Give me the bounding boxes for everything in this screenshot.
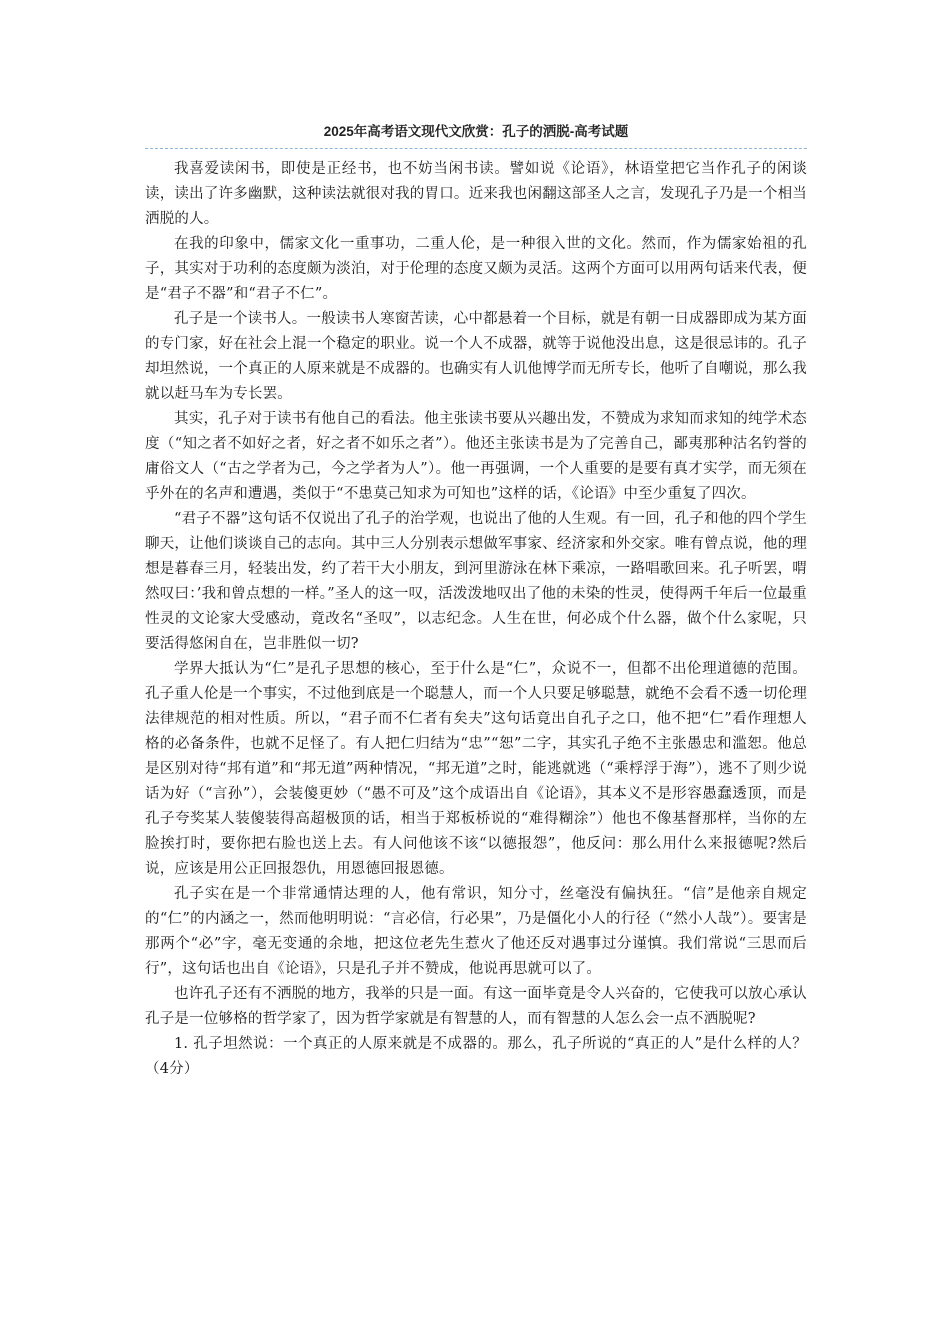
paragraph-8: 也许孔子还有不洒脱的地方，我举的只是一面。有这一面毕竟是令人兴奋的，它使我可以放心承认孔子是一位够格的哲学家了，因为哲学家就是有智慧的人，而有智慧的人怎么会一点不洒脱呢? xyxy=(145,986,807,1027)
document-title: 2025年高考语文现代文欣赏：孔子的洒脱-高考试题 xyxy=(323,124,629,139)
paragraph-5: “君子不器”这句话不仅说出了孔子的治学观，也说出了他的人生观。有一回，孔子和他的四个学生聊天，让他们谈谈自己的志向。其中三人分别表示想做军事家、经济家和外交家。唯有曾点说，他的理想是暮春三月，轻装出发，约了若干大小朋友，到河里游泳在林下乘凉，一路唱歌回来。孔子听罢，喟然叹曰：’我和曾点想的一样。”圣人的这一叹，活泼泼地叹出了他的未染的性灵，使得两千年后一位最重性灵的文论家大受感动，竟改名“圣叹”，以志纪念。人生在世，何必成个什么器，做个什么家呢，只要活得悠闲自在，岂非胜似一切? xyxy=(145,511,807,652)
question-1: 1. 孔子坦然说：一个真正的人原来就是不成器的。那么，孔子所说的“真正的人”是什么样的人？（4分） xyxy=(145,1036,807,1077)
paragraph-6: 学界大抵认为“仁”是孔子思想的核心，至于什么是“仁”，众说不一，但都不出伦理道德的范围。孔子重人伦是一个事实，不过他到底是一个聪慧人，而一个人只要足够聪慧，就绝不会看不透一切伦理法律规范的相对性质。所以，“君子而不仁者有矣夫”这句话竟出自孔子之口，他不把“仁”看作理想人格的必备条件，也就不足怪了。有人把仁归结为“忠”“恕”二字，其实孔子绝不主张愚忠和滥恕。他总是区别对待“邦有道”和“邦无道”两种情况，“邦无道”之时，能逃就逃（“乘桴浮于海”），逃不了则少说话为好（“言孙”），会装傻更妙（“愚不可及”这个成语出自《论语》，其本义不是形容愚蠢透顶，而是孔子夸奖某人装傻装得高超极顶的话，相当于郑板桥说的“难得糊涂”）他也不像基督那样，当你的左脸挨打时，要你把右脸也送上去。有人问他该不该“以德报怨”，他反问：那么用什么来报德呢?然后说，应该是用公正回报怨仇，用恩德回报恩德。 xyxy=(145,661,807,877)
paragraph-3: 孔子是一个读书人。一般读书人寒窗苦读，心中都悬着一个目标，就是有朝一日成器即成为某方面的专门家，好在社会上混一个稳定的职业。说一个人不成器，就等于说他没出息，这是很忌讳的。孔子却坦然说，一个真正的人原来就是不成器的。也确实有人讥他博学而无所专长，他听了自嘲说，那么我就以赶马车为专长罢。 xyxy=(145,311,807,402)
document-page xyxy=(145,122,807,1082)
paragraph-1: 我喜爱读闲书，即使是正经书，也不妨当闲书读。譬如说《论语》，林语堂把它当作孔子的闲谈读，读出了许多幽默，这种读法就很对我的胃口。近来我也闲翻这部圣人之言，发现孔子乃是一个相当洒脱的人。 xyxy=(145,161,807,227)
title-divider xyxy=(145,148,807,149)
paragraph-7: 孔子实在是一个非常通情达理的人，他有常识，知分寸，丝毫没有偏执狂。“信”是他亲自规定的“仁”的内涵之一，然而他明明说：“言必信，行必果”，乃是僵化小人的行径（“然小人哉”）。要害是那两个“必”字，毫无变通的余地，把这位老先生惹火了他还反对遇事过分谨慎。我们常说“三思而后行”，这句话也出自《论语》，只是孔子并不赞成，他说再思就可以了。 xyxy=(145,886,807,977)
paragraph-4: 其实，孔子对于读书有他自己的看法。他主张读书要从兴趣出发，不赞成为求知而求知的纯学术态度（“知之者不如好之者，好之者不如乐之者”）。他还主张读书是为了完善自己，鄙夷那种沽名钓誉的庸俗文人（“古之学者为己，今之学者为人”）。他一再强调，一个人重要的是要有真才实学，而无须在乎外在的名声和遭遇，类似于“不患莫己知求为可知也”这样的话，《论语》中至少重复了四次。 xyxy=(145,411,807,502)
paragraph-2: 在我的印象中，儒家文化一重事功，二重人伦，是一种很入世的文化。然而，作为儒家始祖的孔子，其实对于功利的态度颇为淡泊，对于伦理的态度又颇为灵活。这两个方面可以用两句话来代表，便是“君子不器”和“君子不仁”。 xyxy=(145,236,807,302)
